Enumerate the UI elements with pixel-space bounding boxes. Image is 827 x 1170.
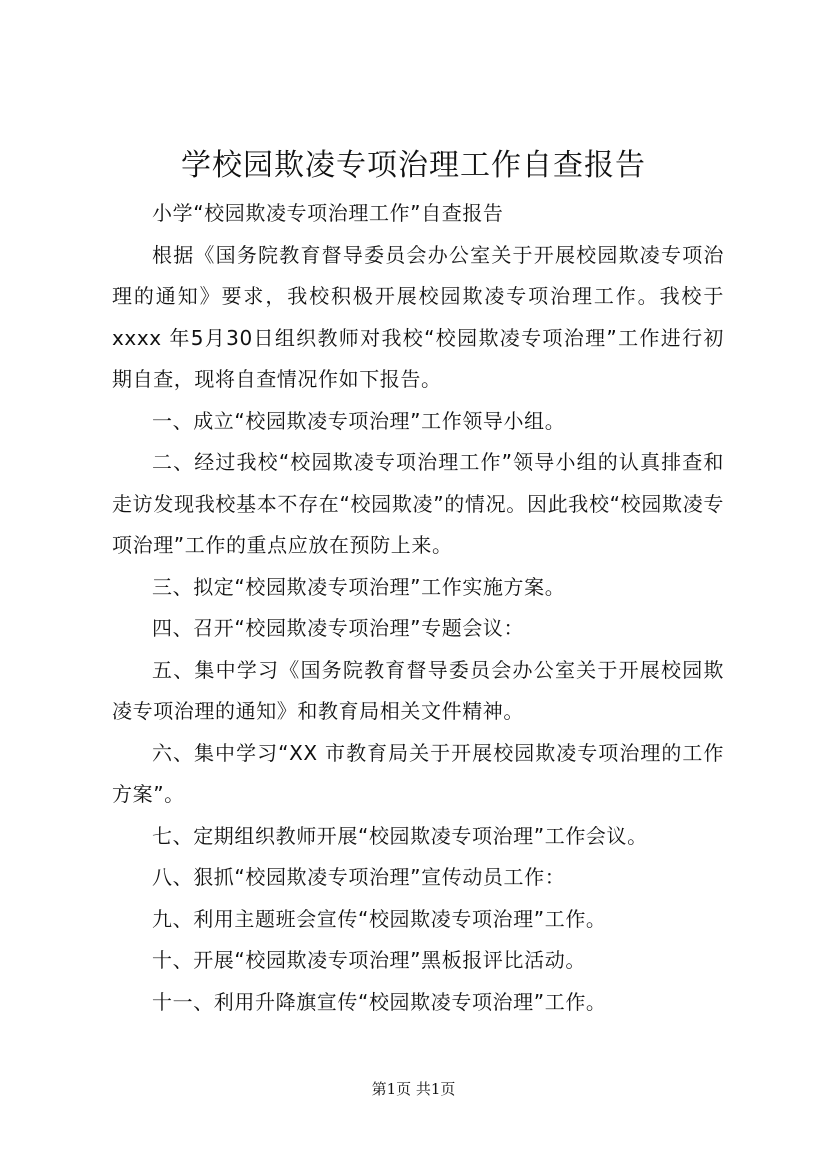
paragraph-item-6: 六、集中学习“XX 市教育局关于开展校园欺凌专项治理的工作方案”。 — [112, 740, 724, 806]
paragraph-item-3: 三、拟定“校园欺凌专项治理”工作实施方案。 — [152, 574, 566, 599]
page-footer: 第1页 共1页 — [371, 1080, 456, 1098]
paragraph-item-2: 二、经过我校“校园欺凌专项治理工作”领导小组的认真排查和走访发现我校基本不存在“校园欺凌”的情况。因此我校“校园欺凌专项治理”工作的重点应放在预防上来。 — [112, 450, 724, 557]
paragraph-item-8: 八、狠抓“校园欺凌专项治理”宣传动员工作： — [152, 865, 566, 889]
paragraph-intro: 根据《国务院教育督导委员会办公室关于开展校园欺凌专项治理的通知》要求，我校积极开展校园欺凌专项治理工作。我校于 xxxx 年5月30日组织教师对我校“校园欺凌专项治理”工作进行初期自查，现将自查情况作如下报告。 — [112, 242, 724, 391]
paragraph-item-7: 七、定期组织教师开展“校园欺凌专项治理”工作会议。 — [152, 823, 648, 848]
document-title: 学校园欺凌专项治理工作自查报告 — [181, 148, 646, 183]
paragraph-item-1: 一、成立“校园欺凌专项治理”工作领导小组。 — [152, 408, 566, 433]
document-body — [112, 193, 724, 1023]
paragraph-item-10: 十、开展“校园欺凌专项治理”黑板报评比活动。 — [152, 948, 586, 972]
paragraph-item-4: 四、召开“校园欺凌专项治理”专题会议： — [152, 616, 525, 640]
paragraph-subtitle: 小学“校园欺凌专项治理工作”自查报告 — [152, 201, 504, 225]
paragraph-item-9: 九、利用主题班会宣传“校园欺凌专项治理”工作。 — [152, 906, 607, 931]
paragraph-item-5: 五、集中学习《国务院教育督导委员会办公室关于开展校园欺凌专项治理的通知》和教育局相关文件精神。 — [112, 657, 724, 723]
paragraph-item-11: 十一、利用升降旗宣传“校园欺凌专项治理”工作。 — [152, 989, 607, 1014]
